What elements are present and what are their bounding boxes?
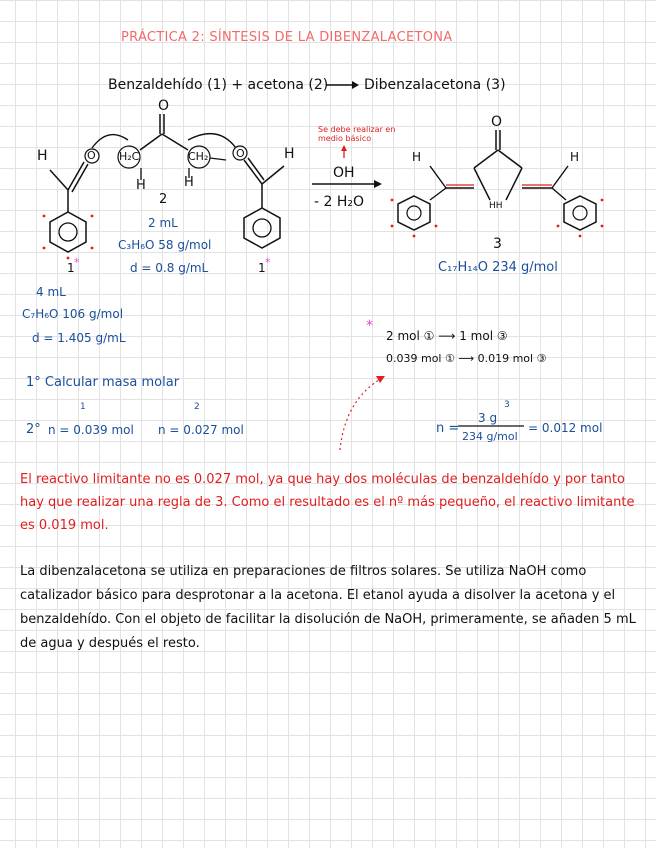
benzaldehyde-number-left: 1 xyxy=(67,261,75,275)
atom-h: H xyxy=(136,178,146,193)
benzene-ring-left xyxy=(50,212,86,252)
svg-text:*: * xyxy=(74,256,80,269)
atom-h: H xyxy=(284,146,295,162)
product-formula: C₁₇H₁₄O 234 g/mol xyxy=(438,260,558,275)
acetone-volume: 2 mL xyxy=(148,216,178,230)
atom-h: H xyxy=(184,175,194,190)
acetone-ch3-left: H₂C xyxy=(119,150,140,163)
benzaldehyde-density: d = 1.405 g/mL xyxy=(32,331,126,345)
atom-o: O xyxy=(158,98,170,114)
stoichiometry-line1: 2 mol ① ⟶ 1 mol ③ xyxy=(386,329,508,343)
n1-value: n = 0.039 mol xyxy=(48,423,134,437)
page-title: PRÁCTICA 2: SÍNTESIS DE LA DIBENZALACETONA xyxy=(121,30,453,45)
acetone-ch3-right: CH₂ xyxy=(188,150,209,163)
reaction-left: Benzaldehído (1) + acetona (2) xyxy=(108,77,329,93)
benzaldehyde-formula: C₇H₆O 106 g/mol xyxy=(22,307,124,321)
product-ring-left xyxy=(398,196,430,230)
benzene-ring-right xyxy=(244,208,280,248)
acetone-density: d = 0.8 g/mL xyxy=(130,261,209,275)
atom-o: O xyxy=(87,149,96,162)
n3-numerator: 3 g xyxy=(478,411,498,425)
n3-index: 3 xyxy=(504,400,510,410)
reaction-right: Dibenzalacetona (3) xyxy=(364,77,506,93)
svg-text:*: * xyxy=(366,318,373,334)
n3-result: = 0.012 mol xyxy=(528,421,603,435)
acetone-number: 2 xyxy=(159,192,168,207)
atom-h: H xyxy=(412,150,422,164)
conditions-note: Se debe realizar en medio básico xyxy=(318,125,396,143)
acetone-formula: C₃H₆O 58 g/mol xyxy=(118,238,212,252)
n1-index: 1 xyxy=(80,402,86,412)
n2-value: n = 0.027 mol xyxy=(158,423,244,437)
n3-prefix: n = xyxy=(436,421,460,436)
product-ring-right xyxy=(564,196,596,230)
svg-text:*: * xyxy=(265,256,271,269)
atom-o: O xyxy=(491,114,503,130)
conditions-base: OH xyxy=(333,165,355,181)
conditions-water: - 2 H₂O xyxy=(314,194,365,210)
step1-heading: 1° Calcular masa molar xyxy=(26,375,180,390)
n2-index: 2 xyxy=(194,402,200,412)
description-paragraph: La dibenzalacetona se utiliza en preparaciones de filtros solares. Se utiliza NaOH como catalizador básico para desprotonar a la acetona. El etanol ayuda a disolver la acetona y el benzaldehído. Con el objeto de facilitar la disolución de NaOH, primeramente, se añaden 5 mL de agua y después el resto. xyxy=(20,564,636,651)
limiting-reagent-paragraph: El reactivo limitante no es 0.027 mol, ya que hay dos moléculas de benzaldehído y por tanto hay que realizar una regla de 3. Como el resultado es el nº más pequeño, el reactivo limitante es 0.019 mol. xyxy=(20,472,635,533)
n3-denominator: 234 g/mol xyxy=(462,430,518,443)
stoichiometry-line2: 0.039 mol ① ⟶ 0.019 mol ③ xyxy=(386,352,547,365)
atom-o: O xyxy=(236,147,245,160)
atom-h: H xyxy=(37,148,48,164)
product-nh-label: HH xyxy=(489,201,503,211)
benzaldehyde-volume: 4 mL xyxy=(36,285,66,299)
step2-label: 2° xyxy=(26,422,41,437)
atom-h: H xyxy=(570,150,580,164)
benzaldehyde-number-right: 1 xyxy=(258,261,266,275)
product-number: 3 xyxy=(493,236,502,252)
